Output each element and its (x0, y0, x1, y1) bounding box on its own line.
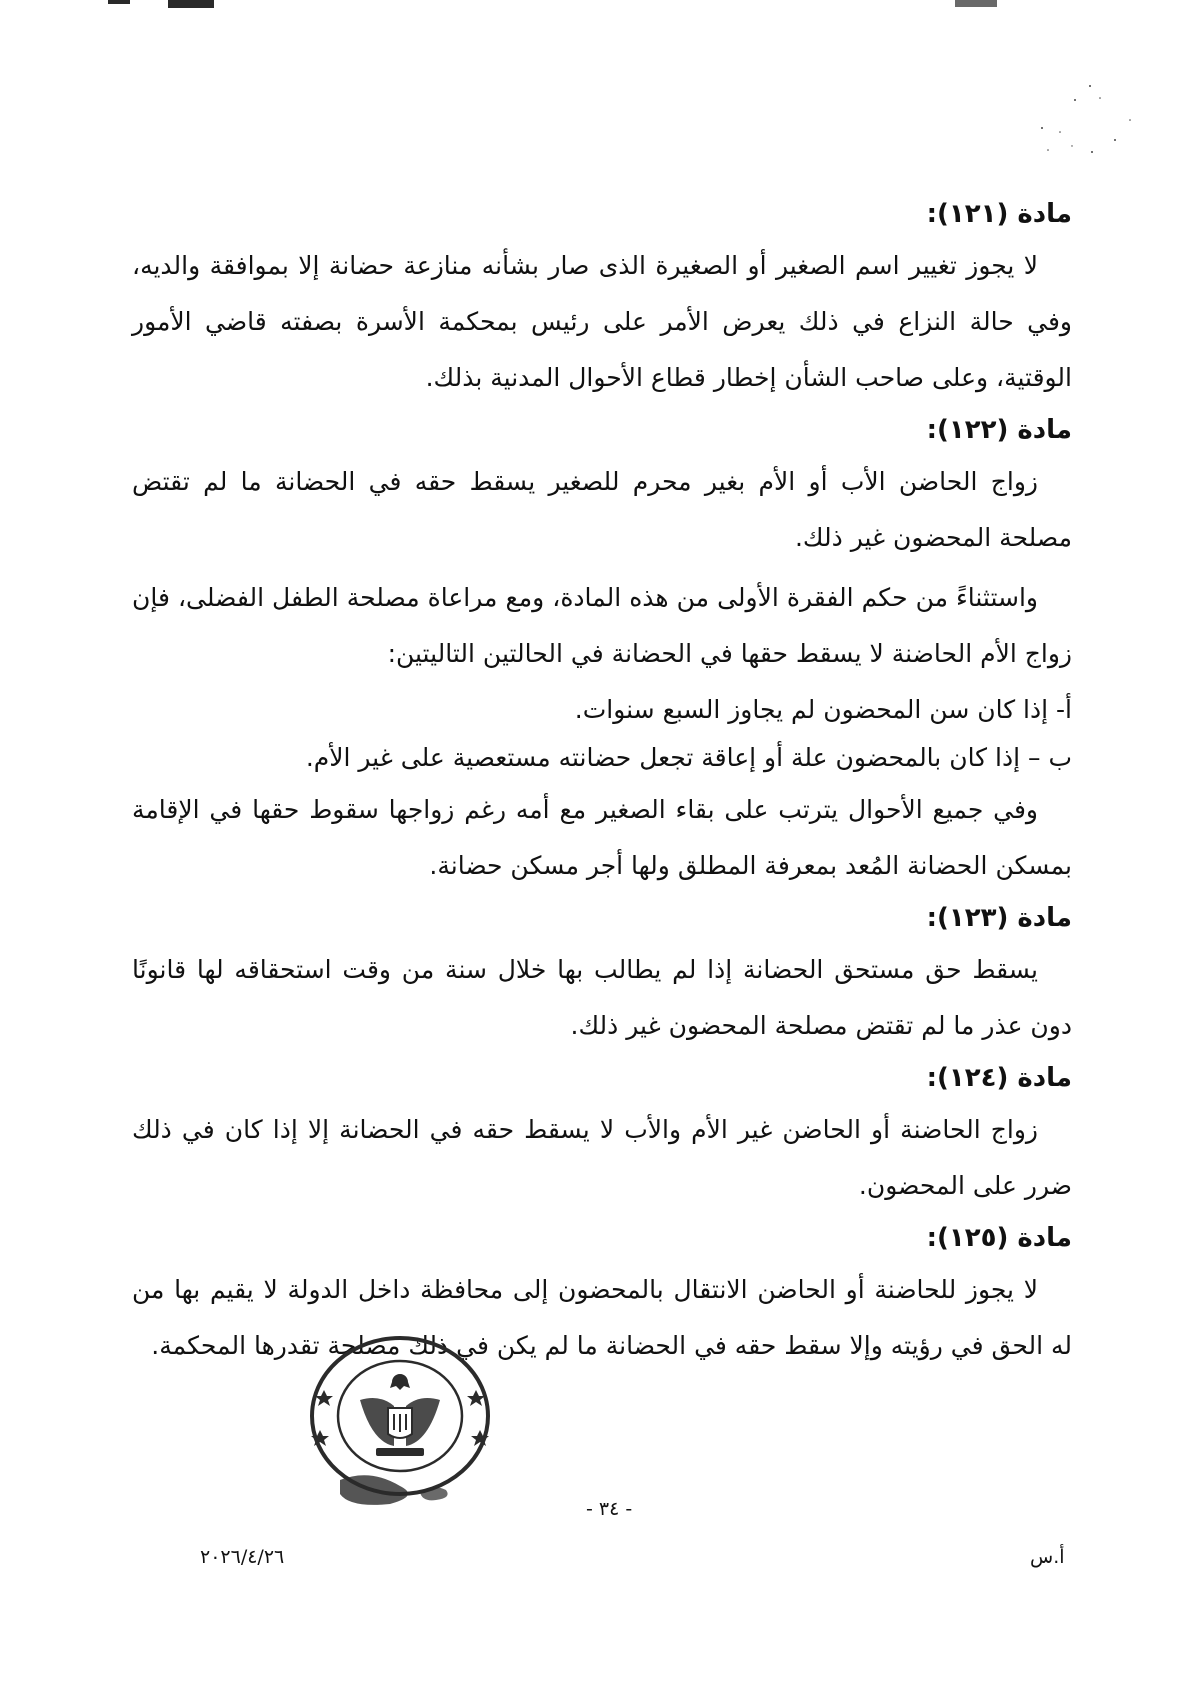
page-number: - ٣٤ - (586, 1498, 633, 1520)
article-123 (132, 898, 1072, 1054)
article-paragraph: واستثناءً من حكم الفقرة الأولى من هذه المادة، ومع مراعاة مصلحة الطفل الفضلى، فإن زواج الأم الحاضنة لا يسقط حقها في الحضانة في الحالتين التاليتين: (132, 583, 1072, 668)
article-paragraph: زواج الحاضن الأب أو الأم بغير محرم للصغير يسقط حقه في الحضانة ما لم تقتض مصلحة المحضون غير ذلك. (132, 467, 1072, 552)
scan-artifact-center (168, 0, 214, 8)
article-paragraph: لا يجوز للحاضنة أو الحاضن الانتقال بالمحضون إلى محافظة داخل الدولة لا يقيم بها من له الحق في رؤيته وإلا سقط حقه في الحضانة ما لم يكن في ذلك مصلحة تقدرها المحكمة. (132, 1275, 1072, 1360)
scan-artifact-right (955, 0, 997, 7)
article-121 (132, 194, 1072, 406)
article-list-item: ب – إذا كان بالمحضون علة أو إعاقة تجعل حضانته مستعصية على غير الأم. (305, 743, 1072, 772)
article-heading: مادة (١٢٣): (926, 903, 1072, 933)
document-body (132, 194, 1072, 1378)
article-125 (132, 1218, 1072, 1374)
article-paragraph: زواج الحاضنة أو الحاضن غير الأم والأب لا يسقط حقه في الحضانة إلا إذا كان في ذلك ضرر على المحضون. (132, 1115, 1072, 1200)
article-paragraph: لا يجوز تغيير اسم الصغير أو الصغيرة الذى صار بشأنه منازعة حضانة إلا بموافقة والديه، وفي حالة النزاع في ذلك يعرض الأمر على رئيس بمحكمة الأسرة بصفته قاضي الأمور الوقتية، وعلى صاحب الشأن إخطار قطاع الأحوال المدنية بذلك. (132, 251, 1072, 392)
article-paragraph: يسقط حق مستحق الحضانة إذا لم يطالب بها خلال سنة من وقت استحقاقه لها قانونًا دون عذر ما لم تقتض مصلحة المحضون غير ذلك. (132, 955, 1072, 1040)
date-text: ٢٠٢٦/٤/٢٦ (200, 1546, 285, 1568)
article-heading: مادة (١٢٥): (926, 1223, 1072, 1253)
article-heading: مادة (١٢٤): (926, 1063, 1072, 1093)
scan-specks (1030, 80, 1150, 170)
seal-stamp-icon (300, 1330, 500, 1510)
scan-artifact-left (108, 0, 130, 4)
article-heading: مادة (١٢٢): (926, 415, 1072, 445)
author-initials: أ.س (1030, 1546, 1065, 1568)
article-122 (132, 410, 1072, 894)
article-heading: مادة (١٢١): (926, 199, 1072, 229)
article-list-item: أ- إذا كان سن المحضون لم يجاوز السبع سنوات. (574, 695, 1072, 724)
article-paragraph: وفي جميع الأحوال يترتب على بقاء الصغير مع أمه رغم زواجها سقوط حقها في الإقامة بمسكن الحضانة المُعد بمعرفة المطلق ولها أجر مسكن حضانة. (132, 795, 1072, 880)
article-124 (132, 1058, 1072, 1214)
